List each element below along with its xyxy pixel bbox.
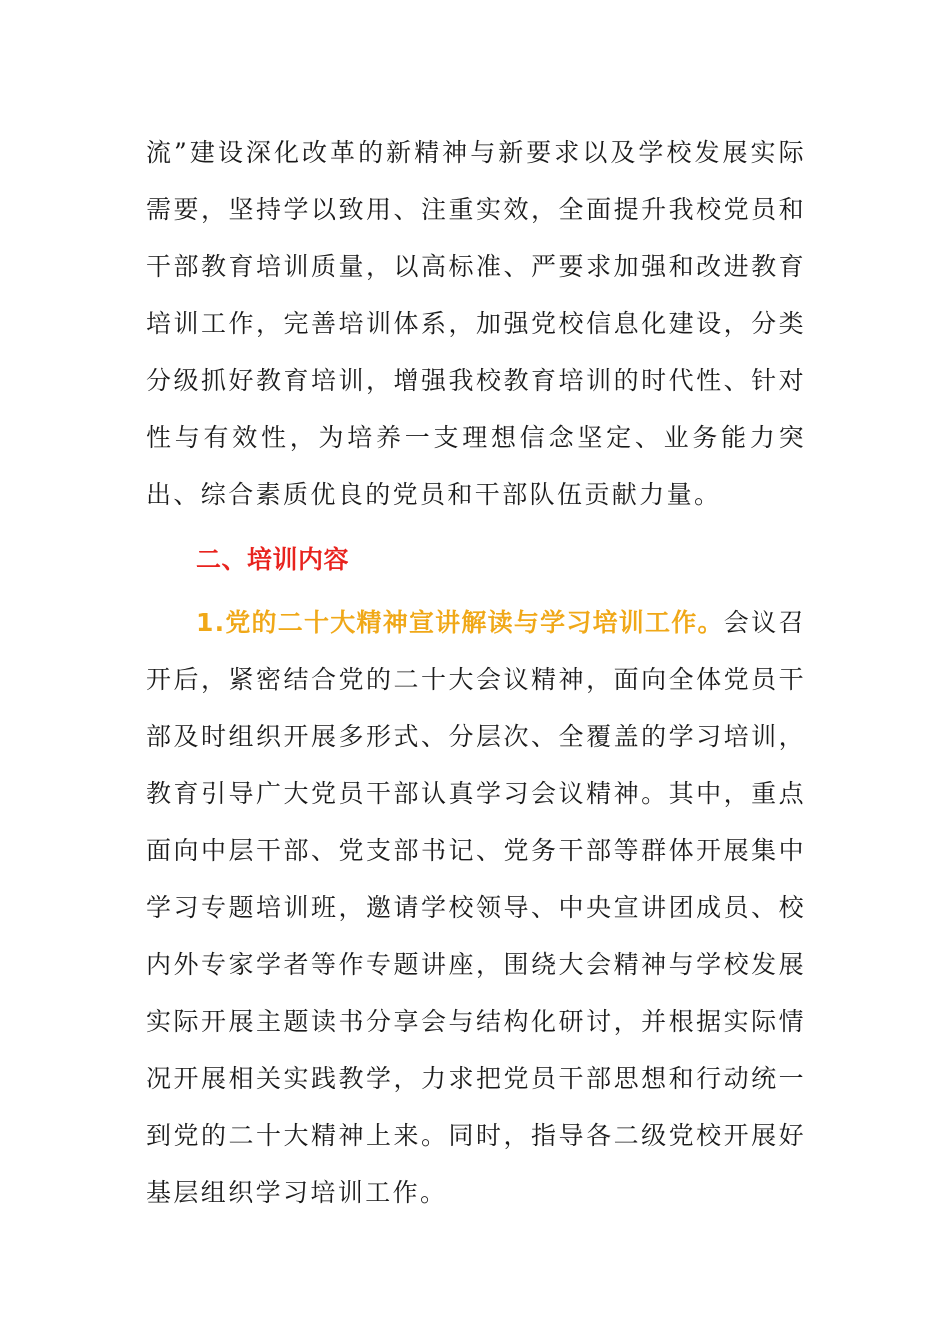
paragraph-continuation: 流”建设深化改革的新精神与新要求以及学校发展实际需要，坚持学以致用、注重实效，全面提升我校党员和干部教育培训质量，以高标准、严要求加强和改进教育培训工作，完善培训体系，加强党校信息化建设，分类分级抓好教育培训，增强我校教育培训的时代性、针对性与有效性，为培养一支理想信念坚定、业务能力突出、综合素质优良的党员和干部队伍贡献力量。 xyxy=(146,138,806,509)
item-1-lead: 1.党的二十大精神宣讲解读与学习培训工作。 xyxy=(196,608,724,637)
paragraph-item-1 xyxy=(146,594,806,1221)
section-heading: 二、培训内容 xyxy=(196,545,350,574)
item-1-body: 会议召开后，紧密结合党的二十大会议精神，面向全体党员干部及时组织开展多形式、分层次、全覆盖的学习培训，教育引导广大党员干部认真学习会议精神。其中，重点面向中层干部、党支部书记、党务干部等群体开展集中学习专题培训班，邀请学校领导、中央宣讲团成员、校内外专家学者等作专题讲座，围绕大会精神与学校发展实际开展主题读书分享会与结构化研讨，并根据实际情况开展相关实践教学，力求把党员干部思想和行动统一到党的二十大精神上来。同时，指导各二级党校开展好基层组织学习培训工作。 xyxy=(146,608,806,1207)
document-body xyxy=(146,124,806,1221)
